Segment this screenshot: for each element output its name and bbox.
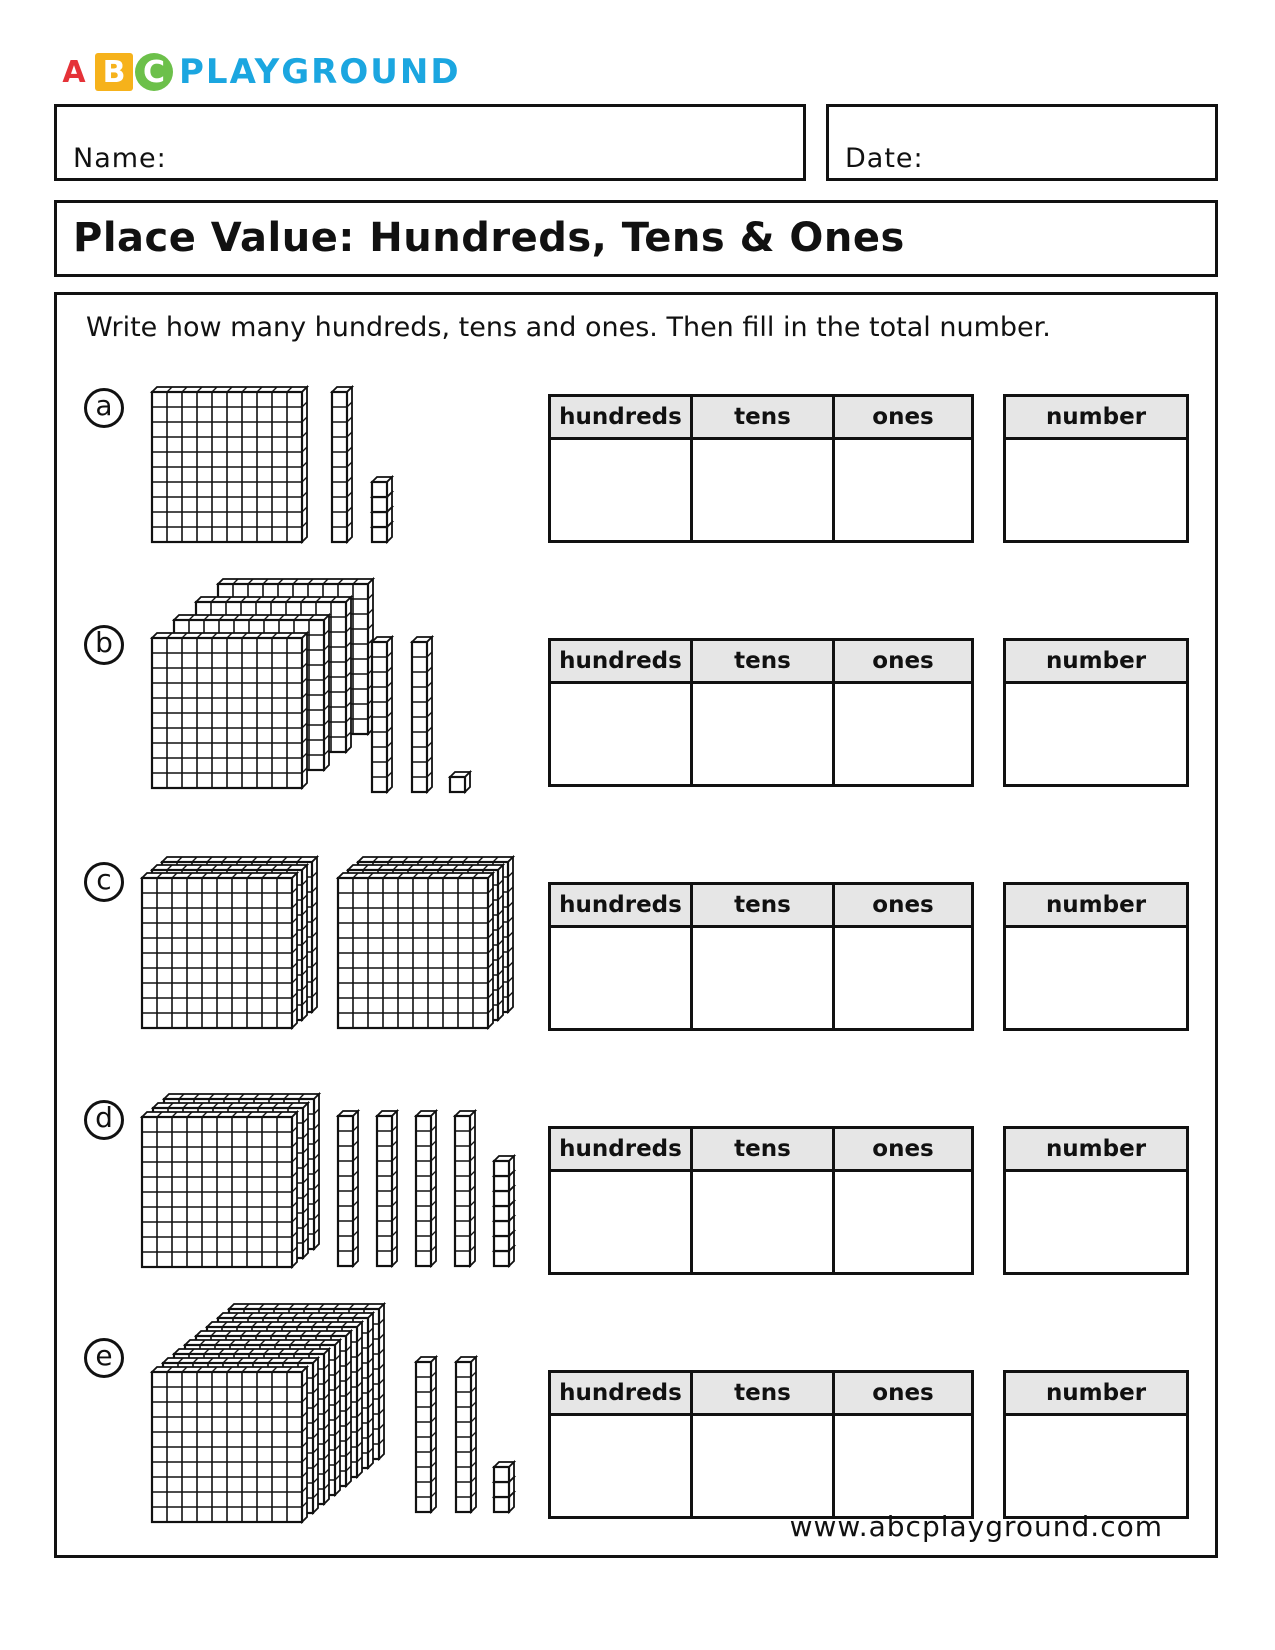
- answer-cell-tens[interactable]: [692, 927, 834, 1030]
- answer-cell-hundreds[interactable]: [550, 1171, 692, 1274]
- number-table-a: [1003, 394, 1189, 543]
- answer-cell-tens[interactable]: [692, 1171, 834, 1274]
- header-hundreds: hundreds: [550, 640, 692, 683]
- header-tens: tens: [692, 640, 834, 683]
- answer-cell-ones[interactable]: [834, 683, 973, 786]
- header-number: number: [1005, 884, 1188, 927]
- instructions: Write how many hundreds, tens and ones. Then fill in the total number.: [86, 312, 1051, 343]
- logo-letter-c: C: [135, 53, 173, 91]
- answer-cell-ones[interactable]: [834, 927, 973, 1030]
- answer-cell-hundreds[interactable]: [550, 927, 692, 1030]
- page-title: Place Value: Hundreds, Tens & Ones: [73, 215, 905, 261]
- header-ones: ones: [834, 396, 973, 439]
- answer-cell-hundreds[interactable]: [550, 1415, 692, 1518]
- answer-cell-ones[interactable]: [834, 439, 973, 542]
- answer-cell-number[interactable]: [1005, 683, 1188, 786]
- header-hundreds: hundreds: [550, 1372, 692, 1415]
- footer-url: www.abcplayground.com: [789, 1510, 1163, 1543]
- answer-cell-number[interactable]: [1005, 1415, 1188, 1518]
- header-number: number: [1005, 396, 1188, 439]
- title-box: [54, 200, 1218, 277]
- header-tens: tens: [692, 1372, 834, 1415]
- name-label: Name:: [73, 143, 167, 174]
- date-label: Date:: [845, 143, 924, 174]
- problem-label-e: e: [84, 1338, 124, 1378]
- answer-cell-tens[interactable]: [692, 439, 834, 542]
- answer-cell-ones[interactable]: [834, 1171, 973, 1274]
- number-table-c: [1003, 882, 1189, 1031]
- logo-letter-b: B: [95, 53, 133, 91]
- logo-text: PLAYGROUND: [179, 52, 461, 92]
- place-value-table-a: [548, 394, 974, 543]
- problem-label-c: c: [84, 862, 124, 902]
- header-number: number: [1005, 640, 1188, 683]
- answer-cell-tens[interactable]: [692, 683, 834, 786]
- header-tens: tens: [692, 884, 834, 927]
- header-tens: tens: [692, 396, 834, 439]
- answer-cell-number[interactable]: [1005, 1171, 1188, 1274]
- place-value-table-e: [548, 1370, 974, 1519]
- number-table-d: [1003, 1126, 1189, 1275]
- place-value-table-b: [548, 638, 974, 787]
- header-ones: ones: [834, 1372, 973, 1415]
- header-tens: tens: [692, 1128, 834, 1171]
- date-field[interactable]: [826, 104, 1218, 181]
- header-number: number: [1005, 1372, 1188, 1415]
- problem-label-a: a: [84, 388, 124, 428]
- place-value-table-c: [548, 882, 974, 1031]
- header-hundreds: hundreds: [550, 1128, 692, 1171]
- problem-label-d: d: [84, 1100, 124, 1140]
- answer-cell-number[interactable]: [1005, 439, 1188, 542]
- header-ones: ones: [834, 1128, 973, 1171]
- place-value-table-d: [548, 1126, 974, 1275]
- answer-cell-tens[interactable]: [692, 1415, 834, 1518]
- problem-label-b: b: [84, 625, 124, 665]
- header-ones: ones: [834, 640, 973, 683]
- number-table-b: [1003, 638, 1189, 787]
- answer-cell-hundreds[interactable]: [550, 439, 692, 542]
- header-number: number: [1005, 1128, 1188, 1171]
- header-hundreds: hundreds: [550, 884, 692, 927]
- number-table-e: [1003, 1370, 1189, 1519]
- logo-letter-a: A: [62, 54, 86, 90]
- name-field[interactable]: [54, 104, 806, 181]
- answer-cell-ones[interactable]: [834, 1415, 973, 1518]
- abc-playground-logo: [55, 52, 461, 92]
- answer-cell-hundreds[interactable]: [550, 683, 692, 786]
- header-hundreds: hundreds: [550, 396, 692, 439]
- answer-cell-number[interactable]: [1005, 927, 1188, 1030]
- header-ones: ones: [834, 884, 973, 927]
